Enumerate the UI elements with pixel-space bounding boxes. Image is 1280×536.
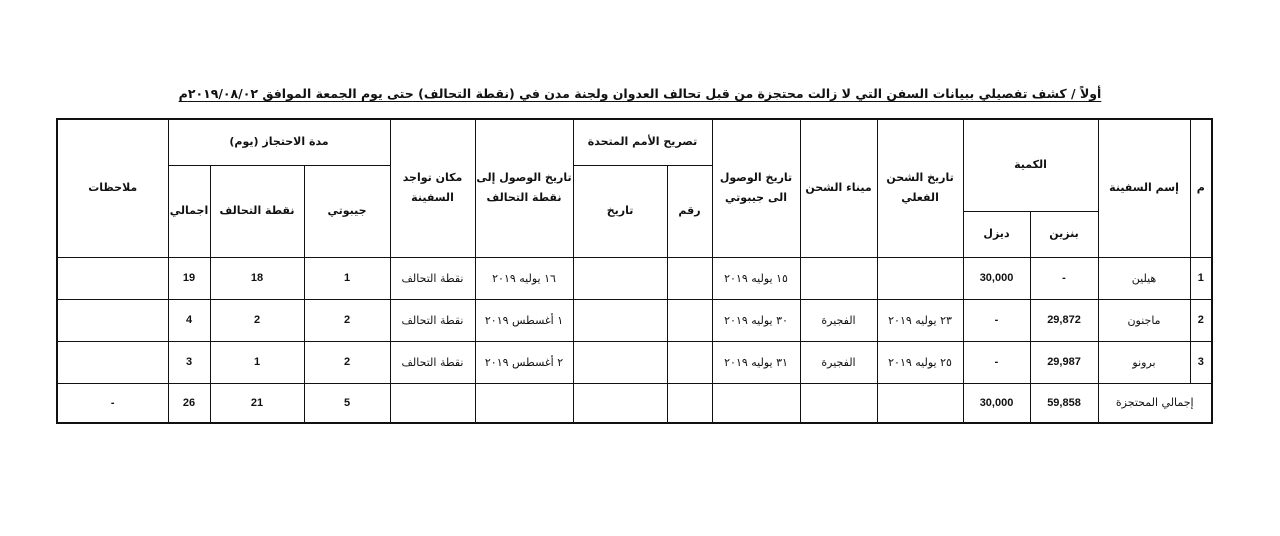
- ships-table: [56, 118, 1213, 424]
- totals-label: إجمالي المحتجزة: [1098, 383, 1212, 423]
- row-index: 2: [1190, 299, 1212, 341]
- row-loading-port: الفجيرة: [800, 341, 877, 383]
- table-row: [57, 341, 1212, 383]
- row-period-total: 4: [168, 299, 210, 341]
- row-clearance-date: [573, 299, 667, 341]
- row-arrival-djibouti: ٣٠ يوليه ٢٠١٩: [712, 299, 800, 341]
- header-petrol: بنزين: [1030, 211, 1098, 257]
- header-un-clearance: تصريح الأمم المتحدة: [573, 119, 712, 165]
- row-ship-location: نقطة التحالف: [390, 341, 475, 383]
- row-ship-name: ماجنون: [1098, 299, 1190, 341]
- totals-period-total: 26: [168, 383, 210, 423]
- row-period-djibouti: 2: [304, 341, 390, 383]
- row-period-total: 3: [168, 341, 210, 383]
- totals-period-coalition: 21: [210, 383, 304, 423]
- table-row: [57, 299, 1212, 341]
- row-petrol: -: [1030, 257, 1098, 299]
- header-period-djibouti: جيبوتي: [304, 165, 390, 257]
- row-ship-location: نقطة التحالف: [390, 299, 475, 341]
- row-period-djibouti: 2: [304, 299, 390, 341]
- header-loading-port: ميناء الشحن: [800, 119, 877, 257]
- row-clearance-no: [667, 341, 712, 383]
- totals-empty: [877, 383, 963, 423]
- totals-empty: [800, 383, 877, 423]
- header-index: م: [1190, 119, 1212, 257]
- row-period-coalition: 2: [210, 299, 304, 341]
- row-loading-port: [800, 257, 877, 299]
- totals-empty: [712, 383, 800, 423]
- header-ship-name: إسم السفينة: [1098, 119, 1190, 257]
- header-detention-period: مدة الاحتجاز (يوم): [168, 119, 390, 165]
- totals-diesel: 30,000: [963, 383, 1030, 423]
- header-notes: ملاحظات: [57, 119, 168, 257]
- totals-row: [57, 383, 1212, 423]
- row-clearance-date: [573, 257, 667, 299]
- row-loading-port: الفجيرة: [800, 299, 877, 341]
- row-ship-name: هيلين: [1098, 257, 1190, 299]
- row-period-coalition: 18: [210, 257, 304, 299]
- row-period-total: 19: [168, 257, 210, 299]
- row-petrol: 29,987: [1030, 341, 1098, 383]
- row-clearance-no: [667, 299, 712, 341]
- totals-petrol: 59,858: [1030, 383, 1098, 423]
- row-loading-date: ٢٣ يوليه ٢٠١٩: [877, 299, 963, 341]
- header-clearance-no: رقم: [667, 165, 712, 257]
- totals-empty: [573, 383, 667, 423]
- header-arrival-coalition: تاريخ الوصول إلى نقطة التحالف: [475, 119, 573, 257]
- row-index: 1: [1190, 257, 1212, 299]
- row-diesel: 30,000: [963, 257, 1030, 299]
- header-row-1: [57, 119, 1212, 165]
- header-ship-location: مكان تواجد السفينة: [390, 119, 475, 257]
- row-ship-location: نقطة التحالف: [390, 257, 475, 299]
- row-period-djibouti: 1: [304, 257, 390, 299]
- row-notes: [57, 341, 168, 383]
- row-period-coalition: 1: [210, 341, 304, 383]
- row-loading-date: [877, 257, 963, 299]
- totals-period-djibouti: 5: [304, 383, 390, 423]
- totals-empty: [475, 383, 573, 423]
- row-arrival-coalition: ١ أغسطس ٢٠١٩: [475, 299, 573, 341]
- row-loading-date: ٢٥ يوليه ٢٠١٩: [877, 341, 963, 383]
- row-petrol: 29,872: [1030, 299, 1098, 341]
- row-ship-name: برونو: [1098, 341, 1190, 383]
- header-diesel: ديزل: [963, 211, 1030, 257]
- row-arrival-coalition: ٢ أغسطس ٢٠١٩: [475, 341, 573, 383]
- row-clearance-no: [667, 257, 712, 299]
- row-index: 3: [1190, 341, 1212, 383]
- table-row: [57, 257, 1212, 299]
- row-arrival-coalition: ١٦ يوليه ٢٠١٩: [475, 257, 573, 299]
- header-period-coalition: نقطة التحالف: [210, 165, 304, 257]
- page-title: أولاً / كشف تفصيلي ببيانات السفن التي لا زالت محتجزة من قبل تحالف العدوان ولجنة مدن في (نقطة التحالف) حتى يوم الجمعة الموافق ٢٠١٩/٠٨/٠٢م: [178, 86, 1102, 101]
- totals-empty: [667, 383, 712, 423]
- row-notes: [57, 299, 168, 341]
- totals-notes: -: [57, 383, 168, 423]
- row-notes: [57, 257, 168, 299]
- header-arrival-djibouti: تاريخ الوصول الى جيبوتي: [712, 119, 800, 257]
- totals-empty: [390, 383, 475, 423]
- row-clearance-date: [573, 341, 667, 383]
- header-clearance-date: تاريخ: [573, 165, 667, 257]
- row-diesel: -: [963, 299, 1030, 341]
- row-arrival-djibouti: ٣١ يوليه ٢٠١٩: [712, 341, 800, 383]
- row-arrival-djibouti: ١٥ يوليه ٢٠١٩: [712, 257, 800, 299]
- header-period-total: اجمالي: [168, 165, 210, 257]
- row-diesel: -: [963, 341, 1030, 383]
- header-quantity: الكمية: [963, 119, 1098, 211]
- header-loading-date: تاريخ الشحن الفعلي: [877, 119, 963, 257]
